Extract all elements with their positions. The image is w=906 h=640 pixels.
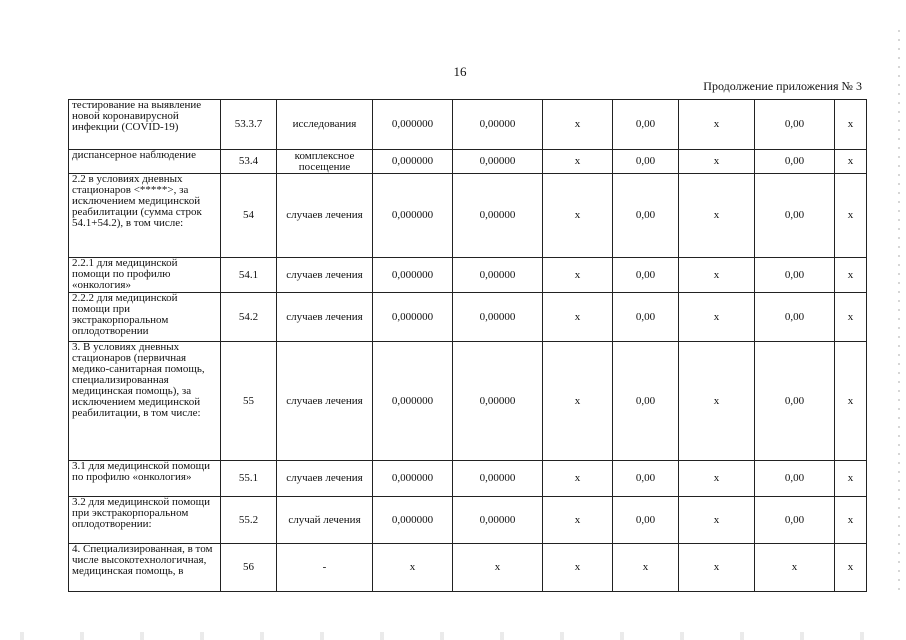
row-unit: случаев лечения [277,258,373,293]
table-row [69,258,867,293]
row-unit: случаев лечения [277,342,373,461]
row-value-5: х [679,497,755,544]
row-value-3: х [543,342,613,461]
row-name: 3.2 для медицинской помощи при экстракорпоральном оплодотворении: [69,497,221,544]
table-row [69,497,867,544]
row-value-4: 0,00 [613,497,679,544]
row-value-7: х [835,174,867,258]
row-value-2: 0,00000 [453,293,543,342]
row-value-2: 0,00000 [453,174,543,258]
row-value-5: х [679,258,755,293]
row-value-6: 0,00 [755,258,835,293]
row-value-5: х [679,174,755,258]
row-value-1: х [373,544,453,592]
row-value-5: х [679,342,755,461]
row-value-5: х [679,461,755,497]
row-value-7: х [835,544,867,592]
row-value-4: х [613,544,679,592]
row-name: 3.1 для медицинской помощи по профилю «онкология» [69,461,221,497]
row-unit: исследования [277,100,373,150]
row-value-3: х [543,293,613,342]
row-value-3: х [543,461,613,497]
data-table [68,99,867,592]
row-code: 56 [221,544,277,592]
scan-edge-artifact [898,30,900,590]
row-value-7: х [835,100,867,150]
table-row [69,544,867,592]
row-value-2: 0,00000 [453,258,543,293]
scan-bottom-artifact [0,632,906,640]
row-value-4: 0,00 [613,293,679,342]
row-value-2: 0,00000 [453,100,543,150]
row-value-2: 0,00000 [453,342,543,461]
row-value-2: 0,00000 [453,497,543,544]
row-value-4: 0,00 [613,461,679,497]
row-value-7: х [835,293,867,342]
row-code: 54 [221,174,277,258]
row-value-3: х [543,544,613,592]
row-value-1: 0,000000 [373,293,453,342]
row-name: тестирование на выявление новой коронавирусной инфекции (COVID-19) [69,100,221,150]
row-value-1: 0,000000 [373,174,453,258]
row-value-5: х [679,544,755,592]
row-value-6: 0,00 [755,100,835,150]
row-unit: случаев лечения [277,293,373,342]
row-value-4: 0,00 [613,342,679,461]
row-value-3: х [543,497,613,544]
table-row [69,342,867,461]
row-code: 53.3.7 [221,100,277,150]
row-value-6: 0,00 [755,293,835,342]
row-value-2: х [453,544,543,592]
row-name: 2.2 в условиях дневных стационаров <*****>, за исключением медицинской реабилитации (сумма строк 54.1+54.2), в том числе: [69,174,221,258]
table-row [69,150,867,174]
row-value-7: х [835,258,867,293]
row-value-3: х [543,150,613,174]
row-unit: случай лечения [277,497,373,544]
row-value-1: 0,000000 [373,497,453,544]
row-value-2: 0,00000 [453,150,543,174]
row-value-6: 0,00 [755,342,835,461]
row-unit: - [277,544,373,592]
page-number: 16 [453,64,467,79]
row-value-1: 0,000000 [373,342,453,461]
row-code: 54.1 [221,258,277,293]
row-unit: случаев лечения [277,461,373,497]
row-name: 4. Специализированная, в том числе высокотехнологичная, медицинская помощь, в [69,544,221,592]
row-value-1: 0,000000 [373,150,453,174]
row-name: диспансерное наблюдение [69,150,221,174]
row-value-3: х [543,258,613,293]
row-value-6: 0,00 [755,174,835,258]
continuation-label: Продолжение приложения № 3 [703,79,862,93]
row-value-2: 0,00000 [453,461,543,497]
row-value-4: 0,00 [613,174,679,258]
row-name: 2.2.2 для медицинской помощи при экстракорпоральном оплодотворении [69,293,221,342]
row-value-4: 0,00 [613,100,679,150]
row-value-6: 0,00 [755,497,835,544]
row-value-6: 0,00 [755,150,835,174]
row-value-7: х [835,150,867,174]
row-value-5: х [679,293,755,342]
row-name: 3. В условиях дневных стационаров (первичная медико-санитарная помощь, специализированная медицинская помощь), за исключением медицинской реабилитации, в том числе: [69,342,221,461]
row-code: 55 [221,342,277,461]
row-value-7: х [835,461,867,497]
row-code: 55.2 [221,497,277,544]
row-name: 2.2.1 для медицинской помощи по профилю «онкология» [69,258,221,293]
row-code: 54.2 [221,293,277,342]
row-value-7: х [835,497,867,544]
row-value-5: х [679,150,755,174]
row-value-4: 0,00 [613,258,679,293]
table-row [69,174,867,258]
row-value-3: х [543,100,613,150]
row-value-6: 0,00 [755,461,835,497]
row-value-4: 0,00 [613,150,679,174]
row-unit: комплексное посещение [277,150,373,174]
row-value-3: х [543,174,613,258]
table-row [69,100,867,150]
row-unit: случаев лечения [277,174,373,258]
row-value-1: 0,000000 [373,461,453,497]
row-value-1: 0,000000 [373,258,453,293]
table-row [69,293,867,342]
row-code: 55.1 [221,461,277,497]
row-code: 53.4 [221,150,277,174]
row-value-7: х [835,342,867,461]
table-row [69,461,867,497]
row-value-5: х [679,100,755,150]
row-value-6: х [755,544,835,592]
row-value-1: 0,000000 [373,100,453,150]
